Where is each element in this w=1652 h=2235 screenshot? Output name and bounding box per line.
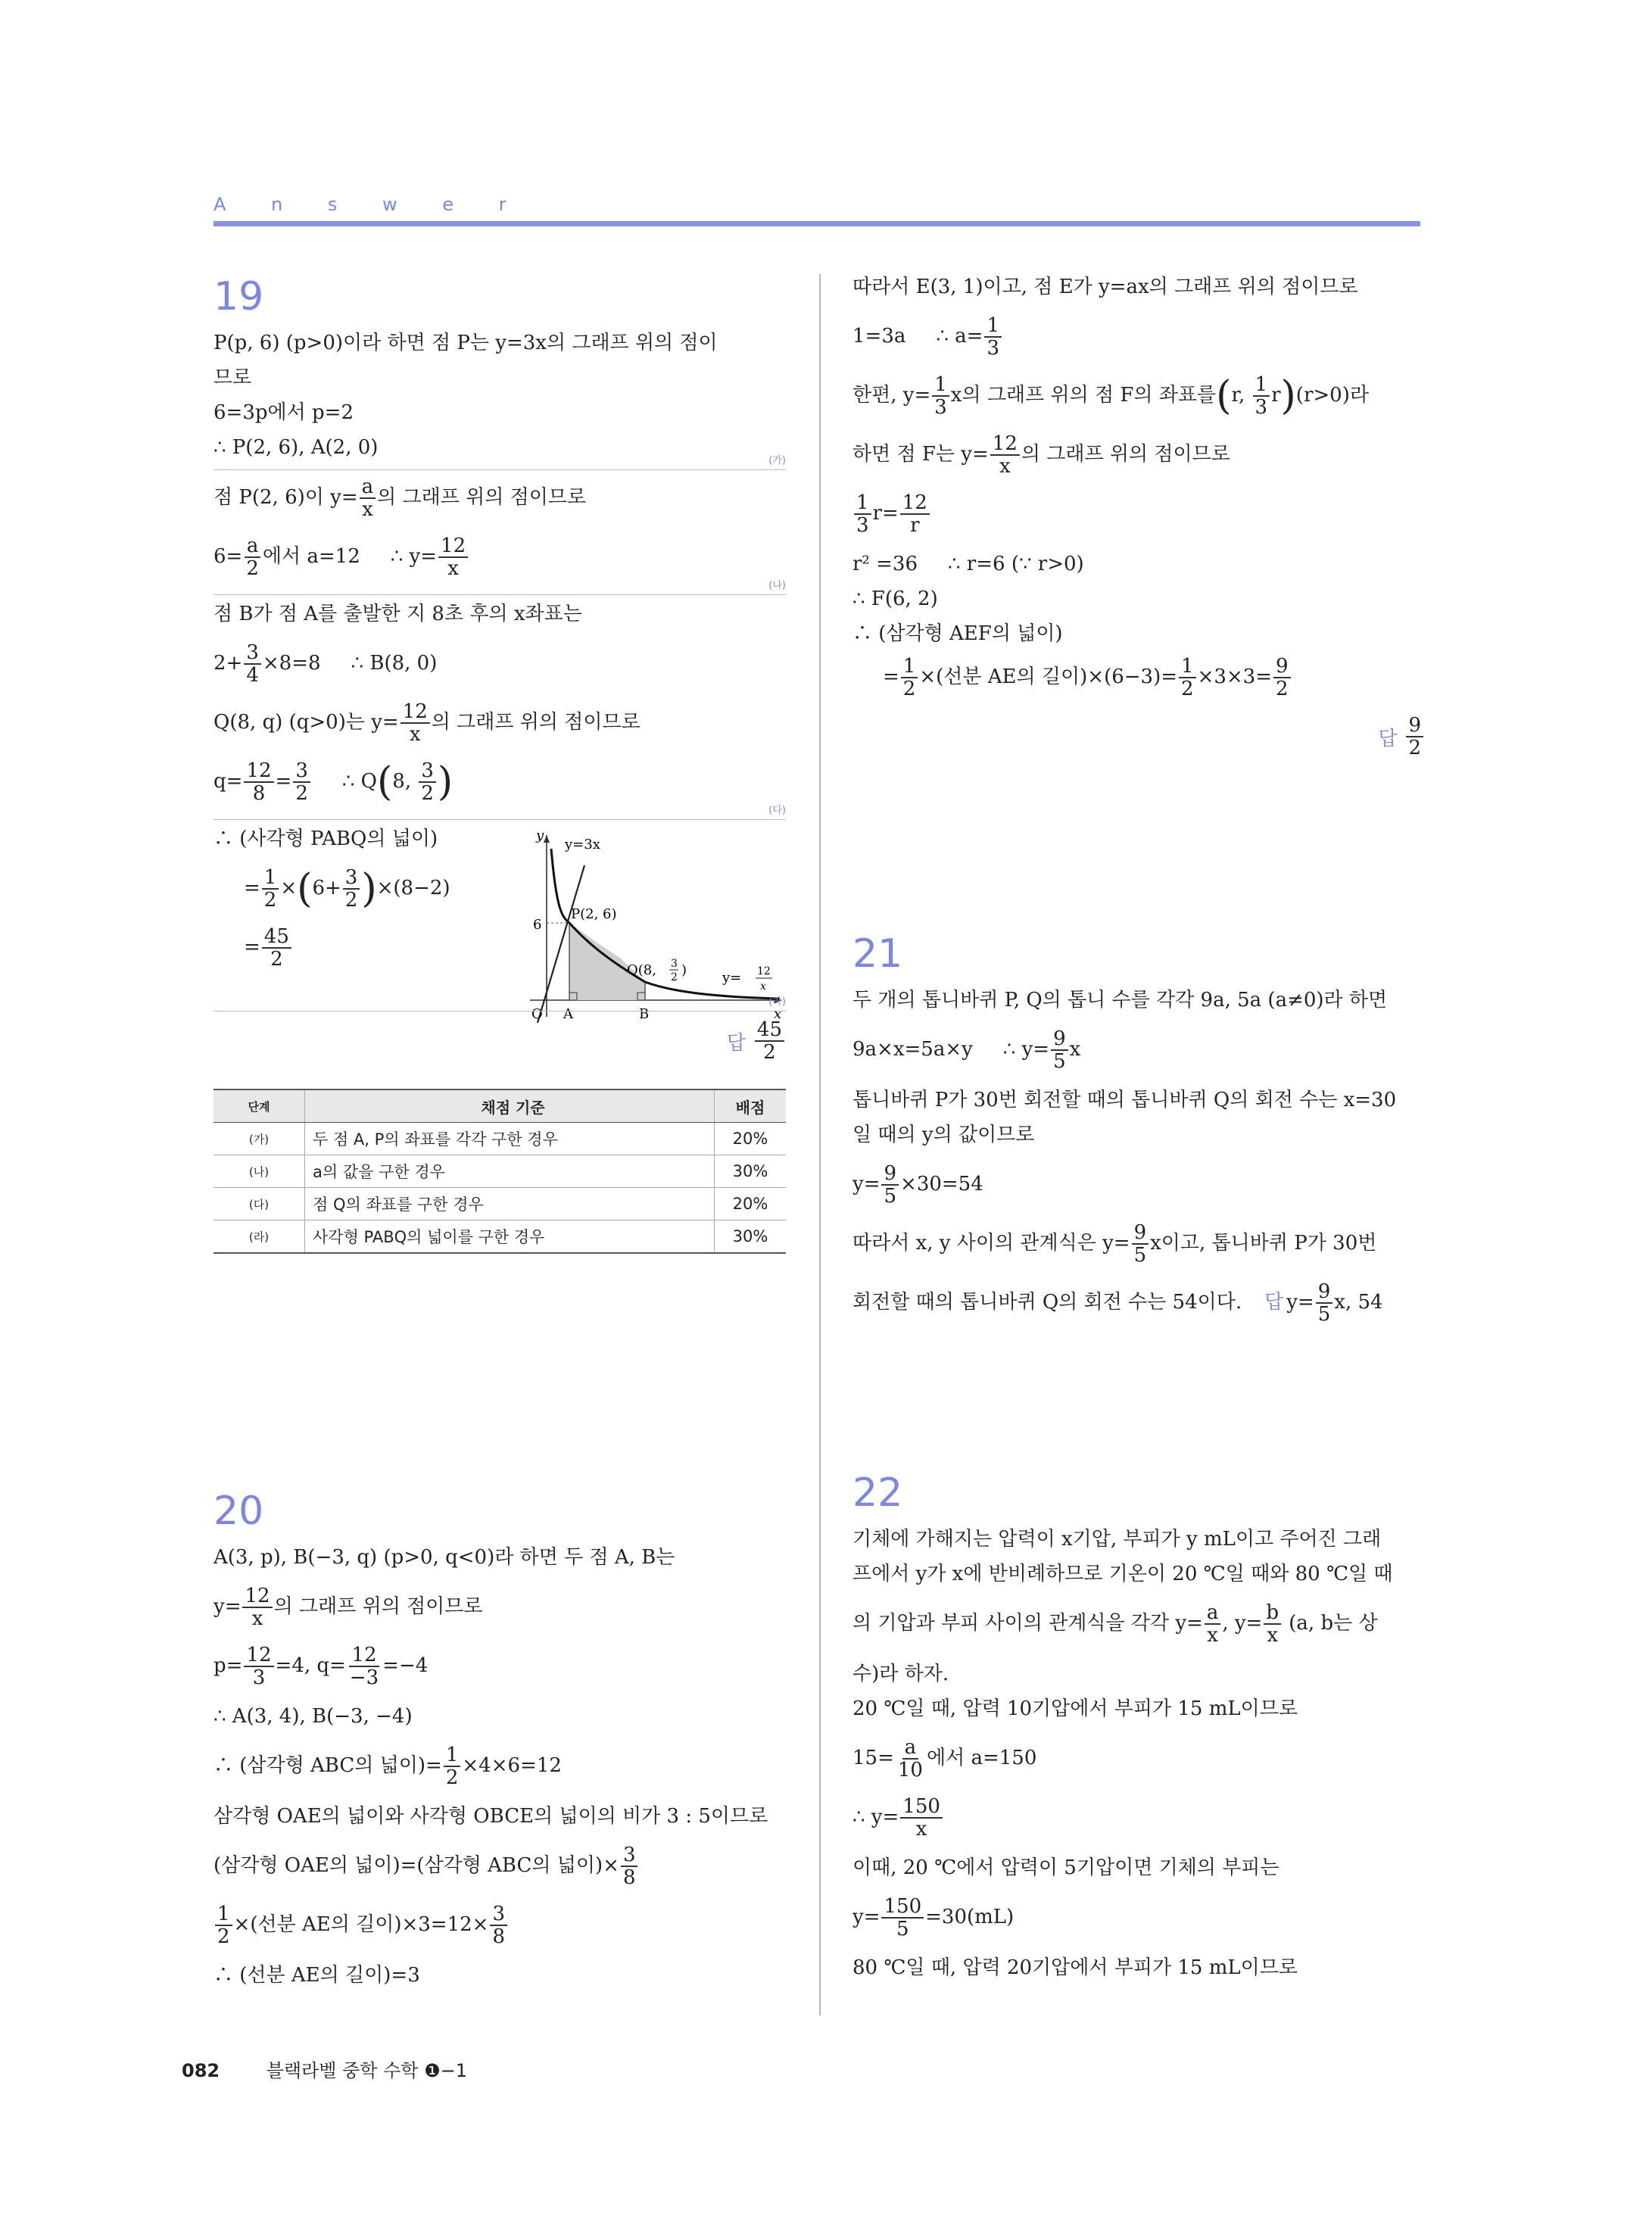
text-line: 6=3p에서 p=2 (214, 401, 354, 424)
curve-frac-num: 12 (757, 965, 771, 977)
page-number: 082 (182, 2060, 220, 2081)
problem-number: 21 (852, 931, 903, 977)
text-line: 6= $\frac{a}{2}$ 에서 a=12 ∴ y= $\frac{12}{x}$ (214, 535, 786, 579)
y-axis-label: y (536, 828, 544, 843)
answer: 답 $\frac{45}{2}$ (214, 1019, 786, 1063)
origin-label: O (531, 1006, 543, 1022)
problem-19 (214, 274, 786, 1254)
text-line: 2+ $\frac{3}{4}$ ×8=8 ∴ B(8, 0) (214, 641, 438, 687)
graph-figure (515, 826, 787, 1023)
text-line: $\frac{1}{3}$ r= $\frac{12}{r}$ (852, 492, 1425, 536)
problem-number: 22 (852, 1470, 903, 1516)
text-line: 한편, y= $\frac{1}{3}$ x의 그래프 위의 점 F의 좌표를(r, $\frac{1}{3}$ r)(r>0)라 (852, 373, 1369, 419)
table-header: 배점 (715, 1089, 787, 1123)
text-line: 15= $\frac{a}{10}$ 에서 a=150 (852, 1736, 1037, 1781)
point-q-frac-den: 2 (671, 971, 678, 983)
problem-20-continued (852, 274, 1425, 774)
text-line: 1=3a ∴ a= $\frac{1}{3}$ (852, 315, 1425, 359)
text-line: = $\frac{45}{2}$ (214, 926, 786, 970)
text-line: ∴ (사각형 PABQ의 넓이) (214, 828, 438, 850)
text-line: 따라서 x, y 사이의 관계식은 y= $\frac{9}{5}$ x이고, 톱니바퀴 P가 30번 (852, 1221, 1377, 1267)
step-mark: (라) (768, 996, 786, 1008)
text-line: 80 ℃일 때, 압력 20기압에서 부피가 15 mL이므로 (852, 1956, 1298, 1979)
answer-label: 답 (1264, 1291, 1284, 1314)
table-header: 채점 기준 (305, 1089, 715, 1123)
problem-number: 20 (214, 1488, 264, 1534)
text-line: ∴ y= $\frac{150}{x}$ (852, 1796, 1425, 1840)
text-line: 므로 (214, 366, 252, 389)
text-line: 20 ℃일 때, 압력 10기압에서 부피가 15 mL이므로 (852, 1697, 1298, 1720)
text-line: 기체에 가해지는 압력이 x기압, 부피가 y mL이고 주어진 그래 (852, 1528, 1382, 1551)
text-line: ∴ (삼각형 ABC의 넓이)= $\frac{1}{2}$ ×4×6=12 (214, 1744, 562, 1789)
text-line: 수)라 하자. (852, 1663, 949, 1685)
text-line: 의 기압과 부피 사이의 관계식을 각각 y= $\frac{a}{x}$ , y= $\frac{b}{x}$ (a, b는 상 (852, 1601, 1378, 1647)
text-line: 점 B가 점 A를 출발한 지 8초 후의 x좌표는 (214, 603, 582, 625)
text-line: 이때, 20 ℃에서 압력이 5기압이면 기체의 부피는 (852, 1856, 1280, 1879)
point-q-label: Q(8, (627, 962, 656, 978)
tick-6: 6 (533, 917, 542, 933)
answer: 답 $\frac{9}{2}$ (852, 715, 1425, 759)
text-line: y= $\frac{9}{5}$ ×30=54 (852, 1162, 983, 1208)
column-divider (819, 274, 821, 2015)
text-line: 9a×x=5a×y ∴ y= $\frac{9}{5}$ x (852, 1027, 1081, 1073)
page-footer (182, 2056, 467, 2082)
table-header: 단계 (214, 1089, 305, 1123)
point-q-frac-num: 3 (671, 958, 678, 970)
problem-22 (852, 1470, 1425, 1996)
step-mark: (다) (768, 805, 786, 816)
grading-table (214, 1089, 786, 1254)
table-row: (나) a의 값을 구한 경우 30% (214, 1155, 786, 1188)
step-mark: (가) (768, 455, 786, 466)
point-b-label: B (639, 1006, 650, 1022)
text-line: q= $\frac{12}{8}$ = $\frac{3}{2}$ ∴ Q(8, $\frac{3}{2}$ ) (214, 759, 454, 805)
text-line: 두 개의 톱니바퀴 P, Q의 톱니 수를 각각 9a, 5a (a≠0)라 하면 (852, 989, 1388, 1012)
text-line: 점 P(2, 6)이 y= $\frac{a}{x}$ 의 그래프 위의 점이므로 (214, 475, 587, 521)
step-divider (214, 805, 786, 820)
text-line: ∴ A(3, 4), B(−3, −4) (214, 1705, 413, 1728)
curve-frac-den: x (760, 980, 766, 993)
y-axis-arrow (544, 835, 550, 843)
text-line: 따라서 E(3, 1)이고, 점 E가 y=ax의 그래프 위의 점이므로 (852, 276, 1358, 298)
text-line: = $\frac{1}{2}$ ×(6+ $\frac{3}{2}$ )×(8−2) (244, 866, 450, 912)
text-line: y= $\frac{12}{x}$ 의 그래프 위의 점이므로 (214, 1585, 483, 1630)
text-line: 일 때의 y의 값이므로 (852, 1124, 1035, 1146)
text-line: 톱니바퀴 P가 30번 회전할 때의 톱니바퀴 Q의 회전 수는 x=30 (852, 1089, 1397, 1111)
text-line: Q(8, q) (q>0)는 y= $\frac{12}{x}$ 의 그래프 위의 점이므로 (214, 700, 641, 746)
text-line: ∴ (선분 AE의 길이)=3 (214, 1964, 420, 1987)
text-line: 프에서 y가 x에 반비례하므로 기온이 20 ℃일 때와 80 ℃일 때 (852, 1563, 1393, 1585)
problem-20 (214, 1488, 786, 2003)
point-p-label: P(2, 6) (571, 906, 617, 922)
text-line: 삼각형 OAE의 넓이와 사각형 OBCE의 넓이의 비가 3 : 5이므로 (214, 1805, 768, 1828)
table-row: (다) 점 Q의 좌표를 구한 경우 20% (214, 1188, 786, 1220)
problem-21 (852, 931, 1425, 1340)
text-line: y= $\frac{150}{5}$ =30(mL) (852, 1895, 1015, 1940)
text-line: ∴ P(2, 6), A(2, 0) (214, 436, 379, 459)
text-line: ∴ F(6, 2) (852, 588, 938, 610)
point-q-close: ) (681, 962, 687, 978)
text-line: P(p, 6) (p>0)이라 하면 점 P는 y=3x의 그래프 위의 점이 (214, 332, 718, 354)
step-divider (214, 580, 786, 595)
text-line: A(3, p), B(−3, q) (p>0, q<0)라 하면 두 점 A, B는 (214, 1546, 675, 1569)
text-line: r² =36 ∴ r=6 (∵ r>0) (852, 553, 1084, 575)
book-title: 블랙라벨 중학 수학 ❶−1 (266, 2060, 468, 2081)
header-rule (214, 221, 1420, 226)
text-line: 회전할 때의 톱니바퀴 Q의 회전 수는 54이다. 답 y= $\frac{9}{5}$ x, 54 (852, 1280, 1383, 1326)
table-row: (가) 두 점 A, P의 좌표를 각각 구한 경우 20% (214, 1123, 786, 1155)
line-label: y=3x (565, 837, 600, 853)
point-a-label: A (563, 1006, 573, 1022)
text-line: (삼각형 OAE의 넓이)=(삼각형 ABC의 넓이)× $\frac{3}{8}$ (214, 1844, 786, 1888)
x-axis-label: x (774, 1006, 782, 1022)
step-divider (214, 455, 786, 470)
problem-number: 19 (214, 274, 264, 320)
text-line: $\frac{1}{2}$ ×(선분 AE의 길이)×3=12× $\frac{3}{8}$ (214, 1903, 786, 1947)
header-title: A n s w e r (214, 194, 526, 215)
step-mark: (나) (768, 580, 786, 591)
step-divider (214, 996, 786, 1012)
text-line: = $\frac{1}{2}$ ×(선분 AE의 길이)×(6−3)= $\frac{1}{2}$ ×3×3= $\frac{9}{2}$ (852, 656, 1425, 700)
text-line: ∴ (삼각형 AEF의 넓이) (852, 622, 1063, 645)
curve-label: y= (722, 970, 742, 986)
text-line: p= $\frac{12}{3}$ =4, q= $\frac{12}{-3}$ =−4 (214, 1644, 429, 1689)
table-row: (라) 사각형 PABQ의 넓이를 구한 경우 30% (214, 1220, 786, 1254)
text-line: 하면 점 F는 y= $\frac{12}{x}$ 의 그래프 위의 점이므로 (852, 432, 1230, 478)
